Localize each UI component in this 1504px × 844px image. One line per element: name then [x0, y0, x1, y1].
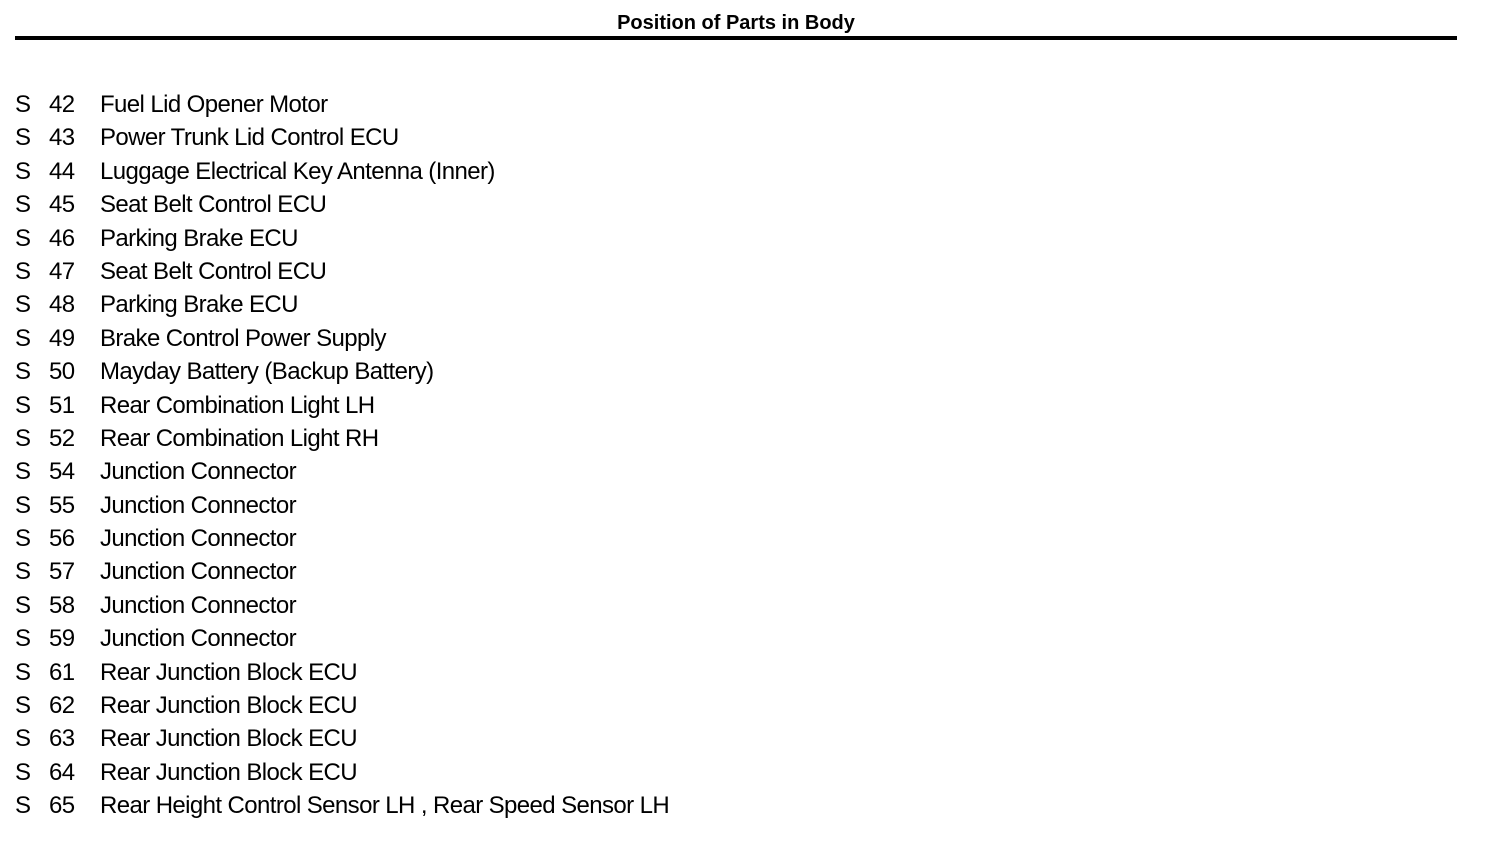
part-name: Mayday Battery (Backup Battery) — [100, 358, 434, 386]
part-name: Junction Connector — [100, 458, 296, 486]
part-number: 46 — [49, 224, 75, 252]
parts-list-item — [0, 522, 1504, 555]
part-prefix: S — [15, 491, 31, 519]
part-number: 43 — [49, 124, 75, 152]
title-divider — [15, 36, 1457, 40]
part-number: 49 — [49, 324, 75, 352]
part-prefix: S — [15, 391, 31, 419]
part-number: 58 — [49, 591, 75, 619]
part-prefix: S — [15, 91, 31, 118]
part-name: Junction Connector — [100, 625, 296, 653]
part-prefix: S — [15, 558, 31, 586]
part-name: Rear Junction Block ECU — [100, 725, 357, 753]
part-prefix: S — [15, 358, 31, 386]
part-name: Rear Height Control Sensor LH , Rear Speed Sensor LH — [100, 792, 670, 820]
parts-list-item — [0, 489, 1504, 522]
parts-list-item — [0, 789, 1504, 822]
part-number: 61 — [49, 658, 75, 686]
part-prefix: S — [15, 458, 31, 486]
part-prefix: S — [15, 324, 31, 352]
parts-list-item — [0, 722, 1504, 755]
part-prefix: S — [15, 257, 31, 285]
part-name: Junction Connector — [100, 558, 296, 586]
parts-list — [0, 88, 1504, 823]
part-number: 65 — [49, 792, 75, 820]
part-number: 51 — [49, 391, 75, 419]
parts-list-item — [0, 389, 1504, 422]
parts-list-item — [0, 88, 1504, 121]
part-prefix: S — [15, 191, 31, 219]
part-number: 48 — [49, 291, 75, 319]
part-prefix: S — [15, 224, 31, 252]
part-number: 42 — [49, 91, 75, 118]
part-name: Parking Brake ECU — [100, 291, 298, 319]
part-number: 52 — [49, 424, 75, 452]
part-number: 57 — [49, 558, 75, 586]
parts-list-item — [0, 422, 1504, 455]
part-number: 44 — [49, 157, 75, 185]
parts-list-item — [0, 756, 1504, 789]
parts-list-item — [0, 155, 1504, 188]
parts-list-item — [0, 255, 1504, 288]
part-prefix: S — [15, 291, 31, 319]
part-prefix: S — [15, 157, 31, 185]
parts-list-item — [0, 455, 1504, 488]
part-name: Seat Belt Control ECU — [100, 257, 327, 285]
part-prefix: S — [15, 658, 31, 686]
parts-list-item — [0, 322, 1504, 355]
part-prefix: S — [15, 758, 31, 786]
part-name: Rear Combination Light RH — [100, 424, 379, 452]
part-number: 47 — [49, 257, 75, 285]
part-name: Rear Junction Block ECU — [100, 658, 357, 686]
part-number: 56 — [49, 525, 75, 553]
parts-list-item — [0, 188, 1504, 221]
part-name: Rear Junction Block ECU — [100, 692, 357, 720]
part-number: 45 — [49, 191, 75, 219]
part-prefix: S — [15, 124, 31, 152]
part-name: Rear Junction Block ECU — [100, 758, 357, 786]
parts-list-item — [0, 288, 1504, 321]
part-name: Power Trunk Lid Control ECU — [100, 124, 399, 152]
parts-list-item — [0, 622, 1504, 655]
part-prefix: S — [15, 692, 31, 720]
part-number: 64 — [49, 758, 75, 786]
parts-list-item — [0, 355, 1504, 388]
page-title: Position of Parts in Body — [617, 12, 855, 34]
parts-list-item — [0, 555, 1504, 588]
part-number: 62 — [49, 692, 75, 720]
part-name: Seat Belt Control ECU — [100, 191, 327, 219]
part-name: Junction Connector — [100, 525, 296, 553]
part-name: Rear Combination Light LH — [100, 391, 375, 419]
parts-list-item — [0, 689, 1504, 722]
parts-list-item — [0, 656, 1504, 689]
part-name: Junction Connector — [100, 491, 296, 519]
page-header — [0, 0, 1504, 44]
part-prefix: S — [15, 591, 31, 619]
part-prefix: S — [15, 725, 31, 753]
parts-list-item — [0, 589, 1504, 622]
part-name: Luggage Electrical Key Antenna (Inner) — [100, 157, 495, 185]
part-prefix: S — [15, 792, 31, 820]
part-number: 59 — [49, 625, 75, 653]
part-prefix: S — [15, 424, 31, 452]
part-prefix: S — [15, 625, 31, 653]
part-name: Brake Control Power Supply — [100, 324, 386, 352]
part-name: Junction Connector — [100, 591, 296, 619]
parts-list-item — [0, 222, 1504, 255]
part-number: 54 — [49, 458, 75, 486]
part-name: Fuel Lid Opener Motor — [100, 91, 328, 118]
parts-list-item — [0, 121, 1504, 154]
part-prefix: S — [15, 525, 31, 553]
part-name: Parking Brake ECU — [100, 224, 298, 252]
part-number: 50 — [49, 358, 75, 386]
part-number: 55 — [49, 491, 75, 519]
part-number: 63 — [49, 725, 75, 753]
